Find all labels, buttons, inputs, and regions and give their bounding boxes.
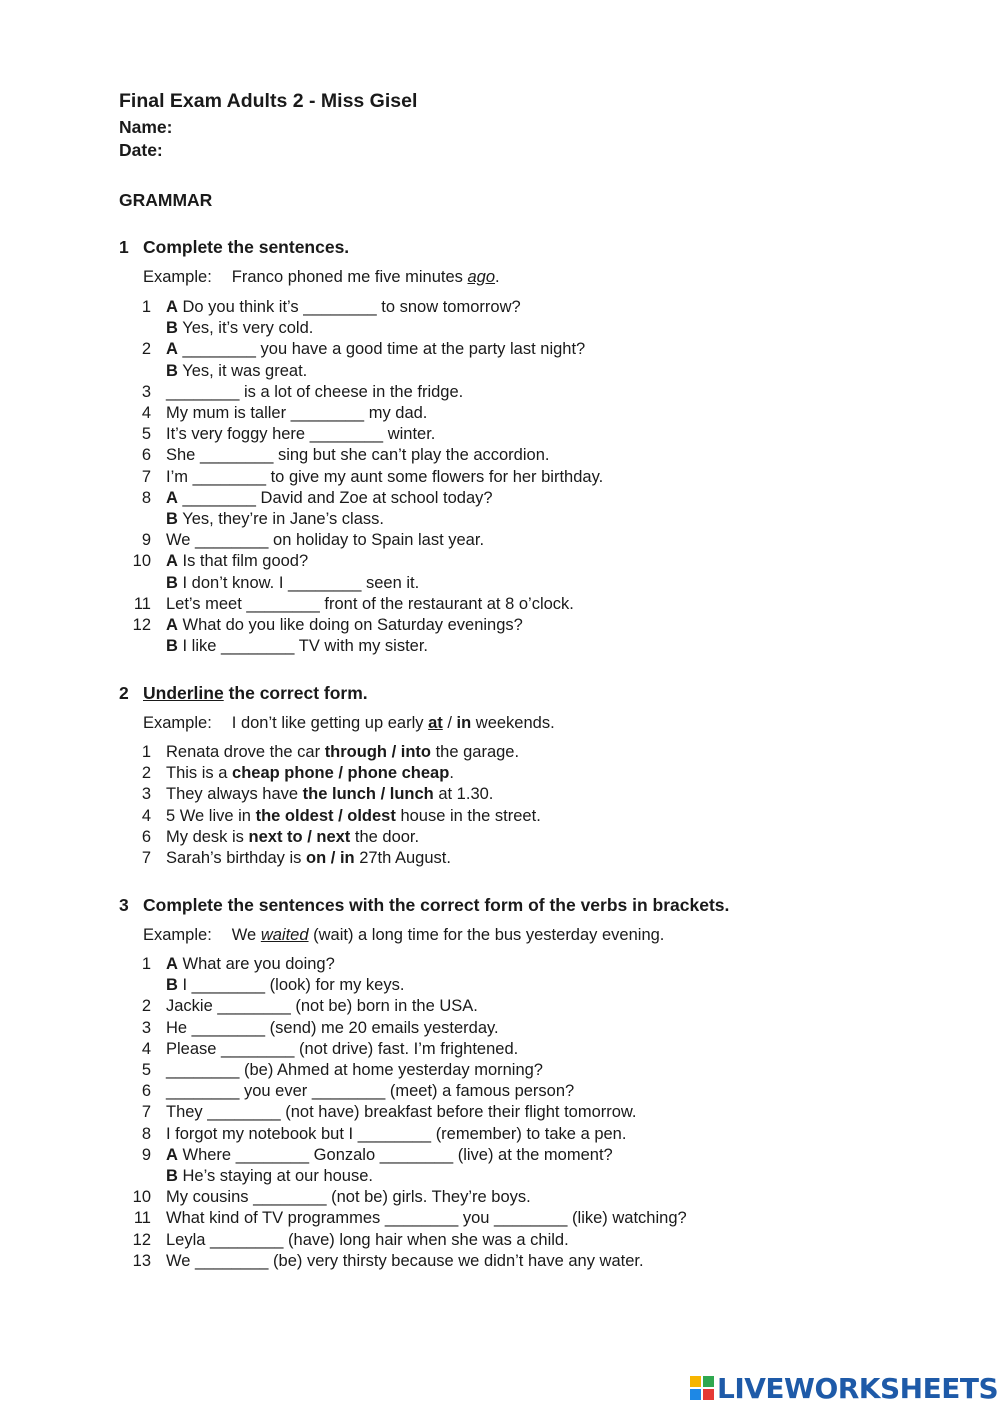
item-text (166, 1146, 613, 1165)
item-text (166, 828, 419, 847)
text-before: She (166, 446, 200, 465)
ex2-example-opt1: at (428, 714, 443, 732)
text-before: Yes, they’re in Jane’s class. (177, 510, 384, 528)
item-text (166, 446, 549, 465)
item-text (166, 531, 484, 550)
sentence-text: What are you doing? (177, 955, 335, 973)
speaker-label: B (166, 573, 178, 592)
item-number: 10 (132, 1188, 151, 1207)
answer-blank: ________ (290, 404, 365, 422)
item-number: 3 (141, 1018, 151, 1037)
answer-blank: ________ (195, 531, 269, 550)
item-text (166, 510, 384, 529)
item-text (166, 298, 521, 317)
ex1-example-post: . (495, 268, 500, 286)
text-after: David and Zoe at school today? (255, 488, 493, 507)
speaker-label: A (166, 552, 178, 571)
sentence-text: He ________ (send) me 20 emails yesterday. (166, 1018, 499, 1037)
item-text (166, 997, 478, 1016)
text-before: My mum is taller (166, 404, 291, 422)
text-after: front of the restaurant at 8 o’clock. (319, 594, 574, 613)
item-number: 1 (141, 955, 151, 973)
sentence-text: Jackie ________ (not be) born in the USA. (166, 997, 478, 1016)
item-text (166, 489, 493, 508)
item-text (166, 319, 313, 338)
item-text (166, 383, 463, 402)
speaker-label: A (166, 488, 178, 507)
text-before: I’m (166, 467, 193, 486)
item-number: 4 (141, 806, 151, 825)
text-after: is a lot of cheese in the fridge. (239, 382, 464, 401)
item-number: 12 (132, 1230, 151, 1249)
item-number: 7 (141, 849, 151, 867)
item-text (166, 1167, 373, 1186)
item-number: 1 (141, 298, 151, 316)
page-title: Final Exam Adults 2 - Miss Gisel (119, 90, 418, 112)
sentence-text: Where ________ Gonzalo ________ (live) at the moment? (177, 1145, 613, 1164)
ex3-example-post: (wait) a long time for the bus yesterday evening. (308, 926, 665, 944)
logo-block (703, 1389, 714, 1400)
text-after: to snow tomorrow? (376, 298, 521, 316)
ex3-example-answer: waited (260, 926, 309, 944)
item-number: 3 (141, 382, 151, 401)
item-number: 7 (141, 467, 151, 486)
sentence-text: They ________ (not have) breakfast before their flight tomorrow. (166, 1103, 637, 1122)
ex1-example-label: Example: (143, 268, 212, 286)
sentence-text: ________ (be) Ahmed at home yesterday morning? (166, 1061, 543, 1079)
item-text (166, 807, 541, 826)
answer-blank: ________ (287, 573, 362, 592)
choice-options: the lunch / lunch (302, 785, 434, 804)
sentence-text: I forgot my notebook but I ________ (remember) to take a pen. (166, 1124, 627, 1143)
item-text (166, 552, 308, 571)
item-number: 2 (141, 340, 151, 359)
item-text (166, 743, 519, 762)
speaker-label: B (166, 510, 178, 528)
ex2-example-opt2: in (456, 714, 472, 732)
speaker-label: A (166, 616, 178, 634)
text-before: Renata drove the car (166, 743, 325, 761)
item-number: 8 (141, 488, 151, 507)
choice-options: the oldest / oldest (255, 806, 396, 825)
item-number: 4 (141, 404, 151, 422)
item-text (166, 340, 585, 359)
text-after: seen it. (361, 573, 420, 592)
text-after: winter. (383, 425, 436, 444)
speaker-label: B (166, 1167, 178, 1185)
item-number: 5 (141, 425, 151, 444)
item-text (166, 404, 427, 423)
text-after: the door. (350, 827, 420, 846)
date-label: Date: (119, 140, 163, 160)
text-after: 27th August. (354, 849, 451, 867)
choice-options: next to / next (248, 827, 351, 846)
sentence-text: He’s staying at our house. (177, 1167, 373, 1185)
item-number: 9 (141, 531, 151, 550)
ex2-title-underline: Underline (143, 683, 224, 703)
item-number: 6 (141, 1082, 151, 1101)
text-after: TV with my sister. (294, 637, 429, 656)
item-number: 5 (141, 1061, 151, 1079)
item-number: 12 (132, 616, 151, 634)
item-number: 2 (141, 997, 151, 1016)
answer-blank: ________ (221, 637, 295, 656)
speaker-label: A (166, 340, 178, 359)
answer-blank: ________ (199, 446, 274, 465)
item-number: 6 (141, 446, 151, 465)
answer-blank: ________ (166, 382, 240, 401)
item-text (166, 1231, 569, 1250)
item-text (166, 976, 404, 995)
text-before: I like (177, 637, 222, 656)
item-text (166, 1209, 687, 1228)
item-text (166, 1019, 499, 1038)
item-number: 11 (133, 1209, 151, 1228)
item-text (166, 1040, 518, 1059)
sentence-text: My cousins ________ (not be) girls. They’re boys. (166, 1188, 531, 1207)
sentence-text: Please ________ (not drive) fast. I’m frightened. (166, 1039, 519, 1058)
item-number: 8 (141, 1124, 151, 1143)
text-after: sing but she can’t play the accordion. (273, 446, 550, 465)
item-text (166, 785, 493, 804)
ex3-example-label: Example: (143, 926, 212, 944)
logo-block (690, 1389, 701, 1400)
logo-blocks-icon (690, 1376, 714, 1400)
choice-options: on / in (306, 849, 355, 867)
text-before: Do you think it’s (177, 298, 304, 316)
item-number: 11 (133, 594, 151, 613)
sentence-text: What kind of TV programmes ________ you ________ (like) watching? (166, 1209, 687, 1228)
item-number: 6 (141, 827, 151, 846)
text-after: house in the street. (395, 806, 541, 825)
item-text (166, 1082, 574, 1101)
text-before: My desk is (166, 827, 249, 846)
liveworksheets-logo[interactable] (690, 1372, 998, 1404)
item-number: 4 (141, 1039, 151, 1058)
item-text (166, 595, 574, 614)
text-after: you have a good time at the party last night? (255, 340, 586, 359)
name-label: Name: (119, 117, 173, 137)
text-before: They always have (166, 785, 303, 804)
item-number: 9 (141, 1145, 151, 1164)
item-text (166, 955, 335, 974)
text-before: This is a (166, 764, 233, 783)
answer-blank: ________ (192, 467, 267, 486)
ex2-example-label: Example: (143, 714, 212, 732)
ex2-example-post: weekends. (471, 714, 555, 732)
speaker-label: B (166, 361, 178, 380)
sentence-text: Leyla ________ (have) long hair when she was a child. (166, 1230, 569, 1249)
ex1-title: Complete the sentences. (143, 237, 350, 257)
item-text (166, 574, 419, 593)
ex2-title-rest: the correct form. (223, 683, 368, 703)
answer-blank: ________ (309, 425, 384, 444)
ex1-number: 1 (119, 237, 129, 257)
item-text (166, 1125, 626, 1144)
text-before: Let’s meet (166, 594, 247, 613)
text-before: Is that film good? (177, 552, 309, 571)
text-before: We (166, 531, 196, 550)
item-text (166, 1188, 531, 1207)
section-heading: GRAMMAR (119, 190, 213, 210)
answer-blank: ________ (303, 298, 377, 316)
sentence-text: We ________ (be) very thirsty because we didn’t have any water. (166, 1251, 644, 1270)
speaker-label: B (166, 319, 178, 338)
speaker-label: A (166, 955, 178, 973)
item-number: 10 (132, 552, 151, 571)
ex1-example-pre: Franco phoned me five minutes (231, 268, 468, 286)
item-text (166, 1103, 637, 1122)
speaker-label: B (166, 637, 178, 656)
text-after: . (449, 764, 454, 783)
sentence-text: ________ you ever ________ (meet) a famous person? (166, 1082, 575, 1101)
item-text (166, 616, 523, 635)
ex3-example (143, 926, 664, 945)
answer-blank: ________ (182, 340, 256, 359)
logo-block (703, 1376, 714, 1387)
logo-block (690, 1376, 701, 1387)
text-after: the garage. (431, 743, 520, 761)
text-after: to give my aunt some flowers for her birthday. (266, 467, 604, 486)
item-text (166, 425, 435, 444)
ex1-example-answer: ago (467, 268, 496, 286)
ex3-number: 3 (119, 895, 129, 915)
item-number: 2 (141, 764, 151, 783)
item-number: 13 (132, 1251, 151, 1270)
text-after: on holiday to Spain last year. (268, 531, 485, 550)
ex3-title: Complete the sentences with the correct form of the verbs in brackets. (143, 895, 730, 915)
logo-text: LIVEWORKSHEETS (717, 1371, 999, 1405)
item-text (166, 468, 603, 487)
text-before: It’s very foggy here (166, 425, 310, 444)
ex2-example-sep: / (442, 714, 457, 732)
choice-options: through / into (324, 743, 431, 761)
ex3-example-pre: We (231, 926, 261, 944)
item-text (166, 1252, 644, 1271)
ex2-number: 2 (119, 683, 129, 703)
answer-blank: ________ (182, 488, 256, 507)
text-before: What do you like doing on Saturday evenings? (177, 616, 523, 634)
text-before: 5 We live in (166, 806, 256, 825)
text-after: my dad. (364, 404, 428, 422)
item-text (166, 764, 454, 783)
ex2-example (143, 714, 555, 733)
item-number: 3 (141, 785, 151, 804)
speaker-label: A (166, 298, 178, 316)
text-before: Yes, it was great. (177, 361, 308, 380)
choice-options: cheap phone / phone cheap (232, 764, 450, 783)
item-number: 7 (141, 1103, 151, 1122)
speaker-label: A (166, 1145, 178, 1164)
text-before: I don’t know. I (177, 573, 288, 592)
speaker-label: B (166, 976, 178, 995)
answer-blank: ________ (246, 594, 320, 613)
ex1-example (143, 268, 500, 287)
item-text (166, 1061, 543, 1080)
item-number: 1 (141, 743, 151, 761)
ex2-example-pre: I don’t like getting up early (231, 714, 429, 732)
text-after: at 1.30. (433, 785, 494, 804)
text-before: Yes, it’s very cold. (177, 319, 314, 338)
item-text (166, 849, 451, 868)
text-before: Sarah’s birthday is (166, 849, 307, 867)
item-text (166, 637, 428, 656)
item-text (166, 362, 307, 381)
sentence-text: I ________ (look) for my keys. (177, 976, 405, 995)
ex2-title (143, 683, 368, 704)
